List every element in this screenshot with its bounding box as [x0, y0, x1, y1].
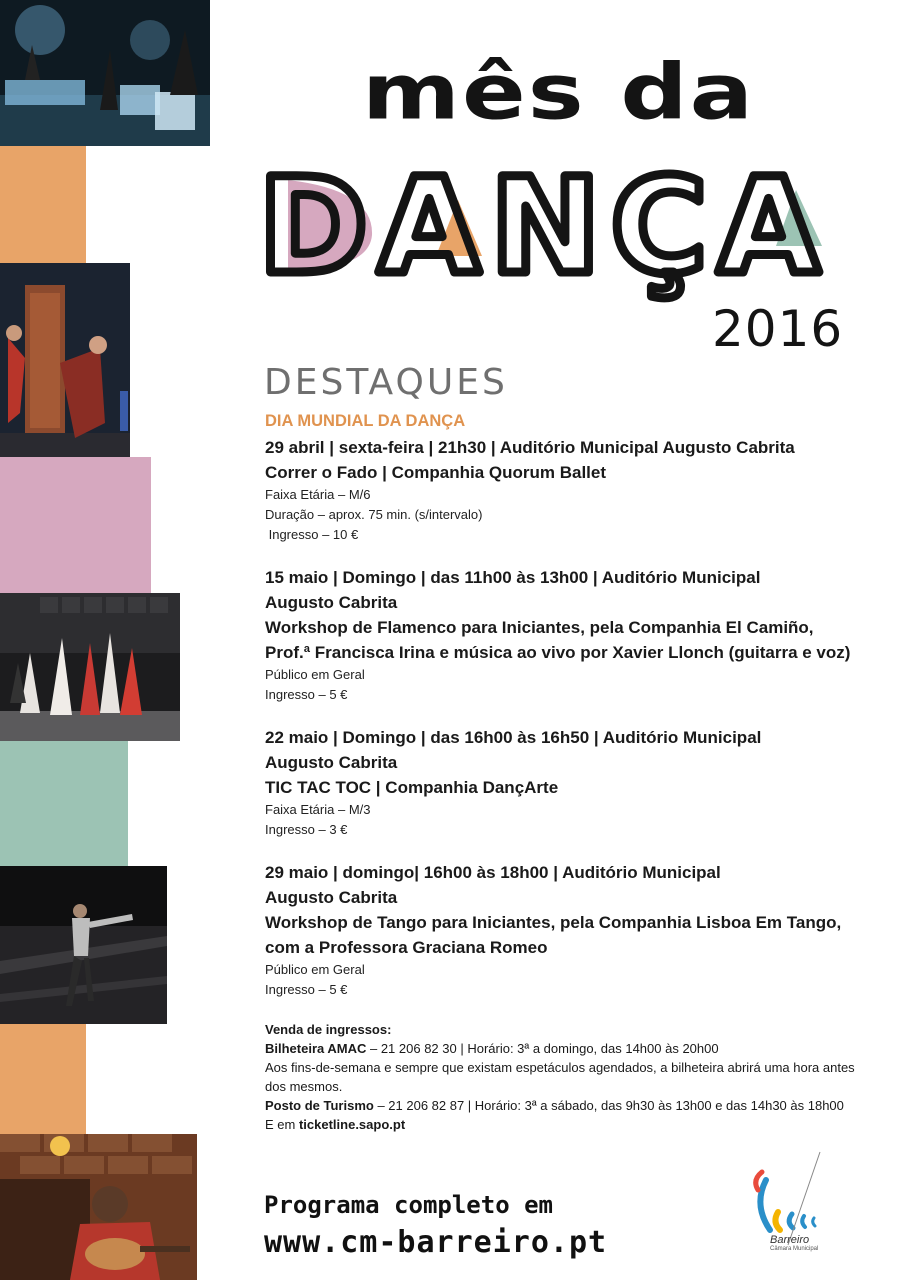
event-1-detail-2: Duração – aprox. 75 min. (s/intervalo) — [265, 507, 483, 522]
event-2-detail-2: Ingresso – 5 € — [265, 687, 348, 702]
event-1-detail-3: Ingresso – 10 € — [265, 527, 359, 542]
photo-group-dancers — [0, 593, 180, 741]
sales-heading: Venda de ingressos: — [265, 1022, 392, 1037]
photo-water-dancers — [0, 0, 210, 146]
event-3-head-3: TIC TAC TOC | Companhia DançArte — [265, 778, 559, 797]
amac-text: – 21 206 82 30 | Horário: 3ª a domingo, das 14h00 às 20h00 — [366, 1041, 719, 1056]
event-4-detail-1: Público em Geral — [265, 962, 365, 977]
pink-block — [0, 457, 151, 593]
events-content — [265, 412, 865, 1134]
event-4-head-4: com a Professora Graciana Romeo — [265, 938, 548, 957]
tourism-label: Posto de Turismo — [265, 1098, 374, 1113]
event-2-head-3: Workshop de Flamenco para Iniciantes, pela Companhia El Camiño, — [265, 618, 814, 637]
event-1-detail-1: Faixa Etária – M/6 — [265, 487, 371, 502]
event-2 — [265, 565, 865, 705]
highlight-label: DIA MUNDIAL DA DANÇA — [265, 412, 466, 430]
tourism-text: – 21 206 82 87 | Horário: 3ª a sábado, das 9h30 às 13h00 e das 14h30 às 18h00 — [373, 1098, 844, 1113]
event-1-head-2: Correr o Fado | Companhia Quorum Ballet — [265, 463, 607, 482]
logo-name: Barreiro — [770, 1234, 810, 1246]
footer-line1: Programa completo em — [264, 1191, 553, 1219]
event-2-head-4: Prof.ª Francisca Irina e música ao vivo por Xavier Llonch (guitarra e voz) — [265, 643, 851, 662]
event-4-head-3: Workshop de Tango para Iniciantes, pela Companhia Lisboa Em Tango, — [265, 913, 842, 932]
orange-block-2 — [0, 1024, 86, 1134]
event-1 — [265, 435, 865, 545]
event-2-head-2: Augusto Cabrita — [265, 593, 398, 612]
event-2-head-1: 15 maio | Domingo | das 11h00 às 13h00 | Auditório Municipal — [265, 568, 761, 587]
event-1-head-1: 29 abril | sexta-feira | 21h30 | Auditório Municipal Augusto Cabrita — [265, 438, 795, 457]
event-4-detail-2: Ingresso – 5 € — [265, 982, 348, 997]
event-4-head-2: Augusto Cabrita — [265, 888, 398, 907]
ticketline-link[interactable]: ticketline.sapo.pt — [298, 1117, 406, 1132]
title-danca-text: DANÇA — [258, 160, 830, 304]
event-2-detail-1: Público em Geral — [265, 667, 365, 682]
event-3-head-2: Augusto Cabrita — [265, 753, 398, 772]
teal-block — [0, 741, 128, 866]
footer-url-link[interactable]: www.cm-barreiro.pt — [264, 1225, 608, 1260]
photo-solo-dancer — [0, 866, 167, 1024]
title-mes-da: mês da — [362, 48, 756, 138]
event-3-detail-1: Faixa Etária – M/3 — [265, 802, 371, 817]
photo-door-dancers — [0, 263, 130, 457]
weekend-note: Aos fins-de-semana e sempre que existam espetáculos agendados, a bilheteira abrirá uma hora antes dos mesmos. — [265, 1060, 855, 1094]
footer-program — [264, 1186, 607, 1262]
orange-block-1 — [0, 146, 86, 263]
section-title-destaques: DESTAQUES — [264, 362, 508, 403]
logo-subtitle: Câmara Municipal — [770, 1246, 819, 1252]
amac-label: Bilheteira AMAC — [265, 1041, 367, 1056]
event-3-head-1: 22 maio | Domingo | das 16h00 às 16h50 | Auditório Municipal — [265, 728, 762, 747]
event-3 — [265, 725, 865, 840]
event-4-head-1: 29 maio | domingo| 16h00 às 18h00 | Auditório Municipal — [265, 863, 721, 882]
title-year: 2016 — [712, 300, 844, 358]
photo-guitarist — [0, 1134, 197, 1280]
online-prefix: E em — [265, 1117, 299, 1132]
ticket-sales-info — [265, 1020, 865, 1134]
event-4 — [265, 860, 865, 1000]
title-danca — [244, 160, 844, 320]
event-3-detail-2: Ingresso – 3 € — [265, 822, 348, 837]
